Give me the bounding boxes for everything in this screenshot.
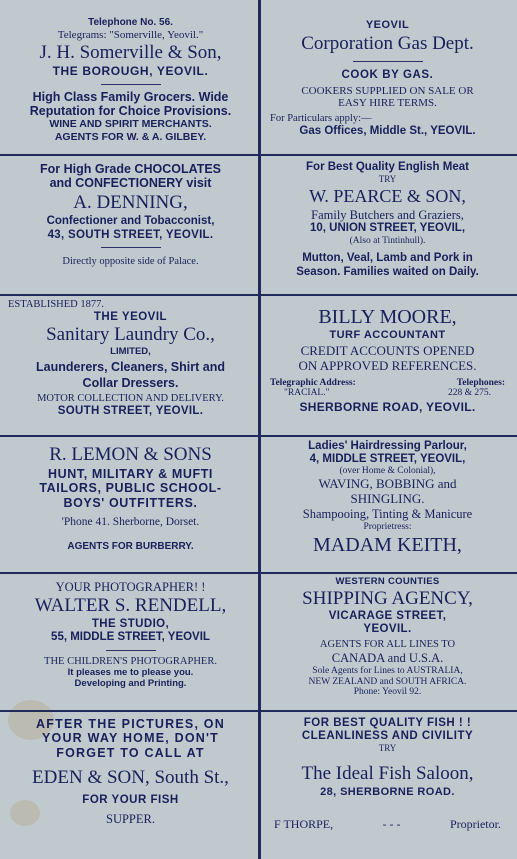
short-rule — [101, 247, 161, 248]
business-name: SHIPPING AGENCY, — [302, 587, 473, 609]
row-divider — [261, 435, 517, 437]
ad-lemon — [4, 443, 257, 553]
ad-line: MOTOR COLLECTION AND DELIVERY. — [37, 392, 224, 404]
ad-line: TAILORS, PUBLIC SCHOOL- — [39, 481, 222, 496]
row-divider — [0, 294, 258, 296]
address-text: 4, MIDDLE STREET, YEOVIL, — [309, 453, 466, 466]
try-text: TRY — [378, 743, 397, 754]
ad-line: FOR YOUR FISH — [82, 793, 179, 806]
address-text: Gas Offices, Middle St., YEOVIL. — [299, 124, 476, 137]
short-rule — [106, 650, 156, 651]
business-name: R. LEMON & SONS — [49, 444, 212, 465]
short-rule — [101, 84, 161, 85]
proprietor-row — [262, 817, 513, 832]
ad-rendell — [4, 580, 257, 689]
ad-line: HUNT, MILITARY & MUFTI — [47, 466, 214, 481]
slogan: COOK BY GAS. — [341, 69, 434, 82]
telephone-text: Telephone No. 56. — [88, 17, 173, 28]
ad-line: ON APPROVED REFERENCES. — [298, 357, 477, 373]
proprietor-label: Proprietor. — [449, 817, 501, 832]
ad-line: SUPPER. — [106, 812, 155, 827]
business-name: The Ideal Fish Saloon, — [301, 762, 474, 784]
ad-line: It pleases me to please you. — [67, 666, 194, 678]
note-text: (Also at Tintinhull). — [349, 235, 426, 246]
ad-line: THE CHILDREN'S PHOTOGRAPHER. — [44, 655, 217, 667]
telephones-value: 228 & 275. — [447, 387, 491, 398]
address-text: 55, MIDDLE STREET, YEOVIL — [51, 631, 210, 644]
ad-line: WAVING, BOBBING and — [318, 476, 457, 492]
ad-line: WINE AND SPIRIT MERCHANTS. — [49, 118, 212, 131]
row-divider — [0, 710, 258, 712]
trade-text: Confectioner and Tobacconist, — [46, 215, 215, 228]
ad-line: CLEANLINESS AND CIVILITY — [301, 730, 474, 743]
contact-row — [262, 378, 513, 388]
telephones-label: Telephones: — [456, 377, 505, 388]
ad-laundry — [4, 299, 257, 418]
address-text: SOUTH STREET, YEOVIL. — [57, 404, 204, 417]
business-name: BILLY MOORE, — [318, 306, 457, 328]
trade-text: TURF ACCOUNTANT — [329, 329, 446, 341]
owner-name: F THORPE, — [274, 817, 334, 832]
address-text: 43, SOUTH STREET, YEOVIL. — [47, 228, 214, 241]
business-name: WALTER S. RENDELL, — [34, 595, 227, 617]
contact-row — [262, 388, 513, 398]
ad-gas-dept — [262, 19, 513, 138]
row-divider — [0, 154, 258, 156]
ad-shipping — [262, 577, 513, 698]
studio-text: THE STUDIO, — [91, 618, 170, 631]
address-text: SHERBORNE ROAD, YEOVIL. — [299, 399, 476, 414]
row-divider — [261, 572, 517, 574]
business-name: EDEN & SON, South St., — [32, 767, 229, 789]
ad-line: and CONFECTIONERY visit — [49, 176, 212, 191]
ad-line: NEW ZEALAND and SOUTH AFRICA. — [308, 676, 467, 687]
ad-line: CREDIT ACCOUNTS OPENED — [300, 342, 475, 358]
ad-line: SHINGLING. — [350, 491, 425, 507]
telegraphic-label: Telegraphic Address: — [270, 377, 356, 388]
ad-line: WESTERN COUNTIES — [335, 576, 440, 587]
ad-line: For High Grade CHOCOLATES — [39, 162, 222, 176]
row-divider — [261, 294, 517, 296]
try-text: TRY — [378, 174, 397, 185]
ad-line: Mutton, Veal, Lamb and Pork in — [302, 252, 473, 265]
ad-line: EASY HIRE TERMS. — [338, 97, 437, 110]
business-name: Corporation Gas Dept. — [301, 32, 474, 54]
address-text: YEOVIL. — [363, 622, 412, 635]
phone-text: 'Phone 41. Sherborne, Dorset. — [61, 515, 200, 528]
ad-pearce — [262, 161, 513, 279]
ad-line: For Best Quality English Meat — [306, 161, 469, 173]
ad-line: COOKERS SUPPLIED ON SALE OR — [301, 84, 474, 97]
ad-line: AGENTS FOR W. & A. GILBEY. — [54, 130, 207, 143]
row-divider — [0, 572, 258, 574]
ad-line: Sole Agents for Lines to AUSTRALIA, — [312, 665, 463, 676]
row-divider — [261, 154, 517, 156]
short-rule — [353, 61, 423, 62]
business-name: Sanitary Laundry Co., — [46, 324, 215, 346]
ad-line: Ladies' Hairdressing Parlour, — [308, 440, 467, 452]
address-text: 28, SHERBORNE ROAD. — [320, 786, 455, 799]
established-text: ESTABLISHED 1877. — [8, 299, 104, 310]
ad-line: AFTER THE PICTURES, ON — [36, 717, 225, 731]
note-text: (over Home & Colonial), — [339, 466, 436, 477]
ad-eden — [4, 717, 257, 826]
ad-line: CANADA and U.S.A. — [331, 651, 444, 666]
agents-text: AGENTS FOR BURBERRY. — [67, 541, 194, 553]
ad-billy-moore — [262, 305, 513, 414]
ad-line: FORGET TO CALL AT — [56, 745, 205, 760]
ad-line: Developing and Printing. — [74, 677, 187, 689]
address-text: THE BOROUGH, YEOVIL. — [52, 63, 209, 78]
business-name: W. PEARCE & SON, — [309, 185, 466, 206]
ad-line: AGENTS FOR ALL LINES TO — [319, 639, 456, 651]
dashes: - - - — [382, 817, 401, 832]
row-divider — [0, 435, 258, 437]
ad-line: Reputation for Choice Provisions. — [29, 104, 232, 119]
ad-line: Collar Dressers. — [82, 376, 179, 391]
ad-line: Launderers, Cleaners, Shirt and — [36, 360, 225, 374]
ad-line: For Particulars apply:— — [270, 112, 372, 124]
ad-somerville — [4, 17, 257, 143]
business-name: J. H. Somerville & Son, — [39, 42, 222, 64]
telegraphic-value: "RACIAL." — [284, 387, 330, 398]
phone-text: Phone: Yeovil 92. — [353, 687, 422, 698]
ad-madam-keith — [262, 440, 513, 558]
ad-fish-saloon — [262, 717, 513, 832]
address-text: 10, UNION STREET, YEOVIL, — [309, 222, 466, 235]
proprietress-label: Proprietress: — [363, 521, 412, 532]
ad-line: THE YEOVIL — [93, 311, 168, 324]
address-text: VICARAGE STREET, — [328, 609, 447, 622]
telegrams-text: Telegrams: "Somerville, Yeovil." — [57, 28, 204, 41]
ad-line: YOUR PHOTOGRAPHER! ! — [55, 580, 206, 594]
ad-line: YOUR WAY HOME, DON'T — [42, 731, 219, 746]
note-text: Directly opposite side of Palace. — [62, 255, 199, 267]
ad-line: Season. Families waited on Daily. — [296, 265, 479, 278]
ad-line: FOR BEST QUALITY FISH ! ! — [303, 717, 472, 729]
ad-line: High Class Family Grocers. Wide — [32, 89, 229, 104]
business-name: A. DENNING, — [73, 191, 188, 213]
ad-denning — [4, 162, 257, 268]
town-heading: YEOVIL — [365, 19, 410, 31]
ad-line: Shampooing, Tinting & Manicure — [302, 507, 473, 522]
trade-text: Family Butchers and Graziers, — [311, 207, 464, 222]
ad-line: BOYS' OUTFITTERS. — [63, 495, 198, 510]
business-name: MADAM KEITH, — [313, 533, 462, 556]
column-divider — [258, 0, 261, 859]
row-divider — [261, 710, 517, 712]
ad-line: LIMITED, — [110, 346, 151, 358]
